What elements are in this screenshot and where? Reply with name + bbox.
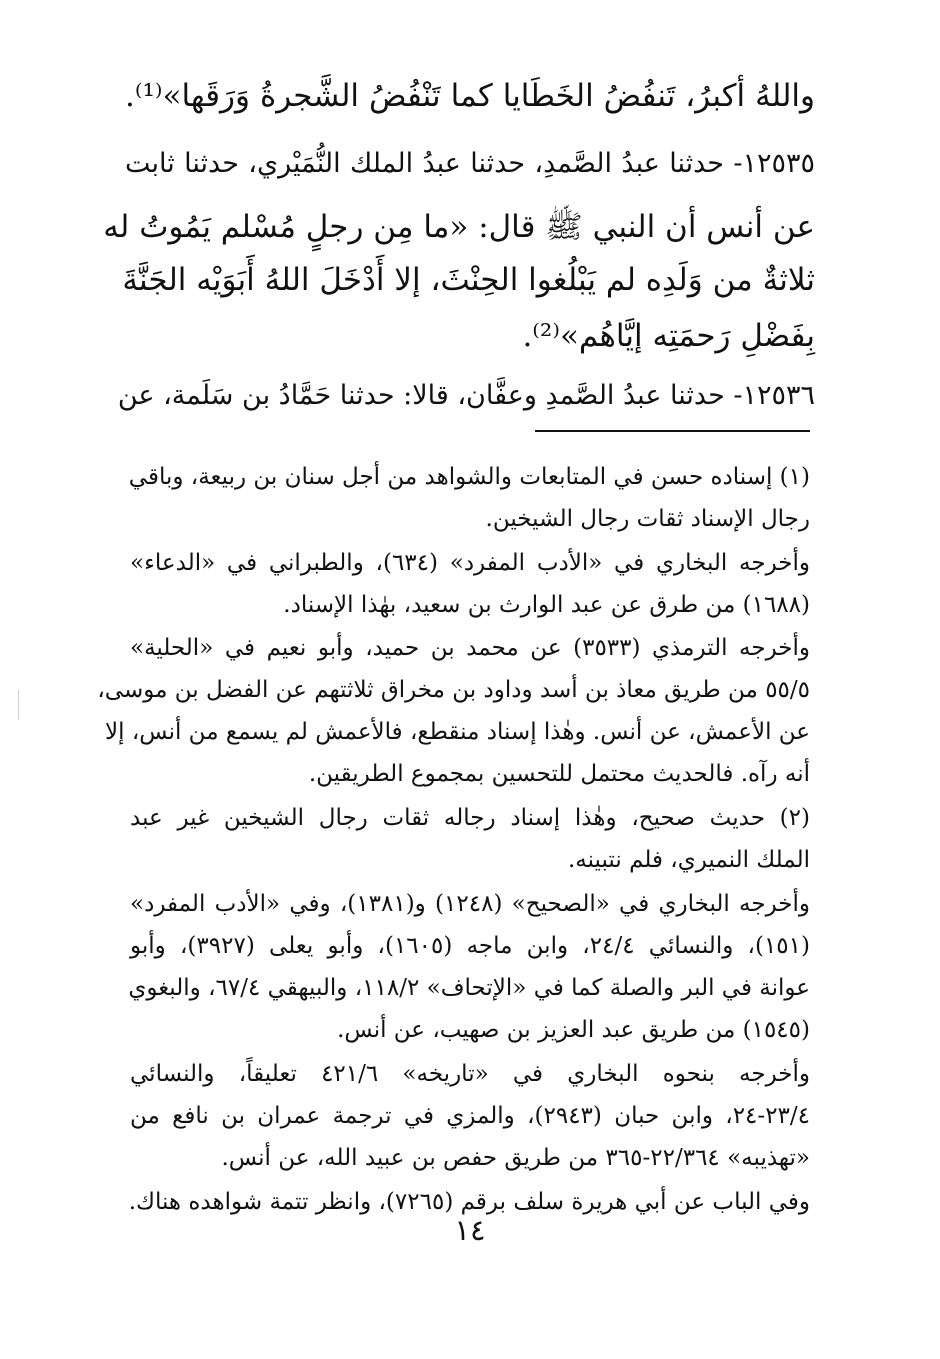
footnote-line: (١) إسناده حسن في المتابعات والشواهد من أجل سنان بن ربيعة، وباقي <box>128 464 810 490</box>
main-text-line: عن أنس أن النبي ﷺ قال: «ما مِن رجلٍ مُسْلم يَمُوتُ له <box>103 209 815 245</box>
footnote-line: (١٦٨٨) من طرق عن عبد الوارث بن سعيد، بهٰذا الإسناد. <box>283 592 810 618</box>
main-text-line: بِفَضْلِ رَحمَتِه إيَّاهُم»⁽²⁾. <box>522 318 815 354</box>
footnote-line: وأخرجه البخاري في «الأدب المفرد» (٦٣٤)، والطبراني في «الدعاء» <box>130 550 810 576</box>
footnote-line: عوانة في البر والصلة كما في «الإتحاف» ١١٨/٢، والبيهقي ٦٧/٤، والبغوي <box>128 975 810 1001</box>
footnote-line: (١٥١)، والنسائي ٢٤/٤، وابن ماجه (١٦٠٥)، وأبو يعلى (٣٩٢٧)، وأبو <box>130 933 810 959</box>
footnote-line: (١٥٤٥) من طريق عبد العزيز بن صهيب، عن أنس. <box>337 1017 810 1043</box>
footnote-line: «تهذيبه» ٢٢/٣٦٤-٣٦٥ من طريق حفص بن عبيد الله، عن أنس. <box>221 1145 810 1171</box>
footnote-line: وأخرجه بنحوه البخاري في «تاريخه» ٤٢١/٦ تعليقاً، والنسائي <box>130 1061 810 1087</box>
scan-margin-mark <box>18 690 19 720</box>
page-number: ١٤ <box>454 1213 486 1247</box>
footnote-line: ٢٣/٤-٢٤، وابن حبان (٢٩٤٣)، والمزي في ترجمة عمران بن نافع من <box>130 1103 811 1129</box>
footnote-line: عن الأعمش، عن أنس. وهٰذا إسناد منقطع، فالأعمش لم يسمع من أنس، إلا <box>105 719 810 745</box>
hadith-number-line: ١٢٥٣٥- حدثنا عبدُ الصَّمدِ، حدثنا عبدُ الملك النُّمَيْري، حدثنا ثابت <box>125 148 815 179</box>
footnote-line: وأخرجه البخاري في «الصحيح» (١٢٤٨) و(١٣٨١)، وفي «الأدب المفرد» <box>130 891 810 917</box>
footnote-line: وأخرجه الترمذي (٣٥٣٣) عن محمد بن حميد، وأبو نعيم في «الحلية» <box>130 635 810 661</box>
footnote-line: ٥٥/٥ من طريق معاذ بن أسد وداود بن مخراق ثلاثتهم عن الفضل بن موسى، <box>97 677 810 703</box>
main-text-line: واللهُ أكبرُ، تَنفُضُ الخَطَايا كما تَنْفُضُ الشَّجرةُ وَرَقَها»⁽¹⁾. <box>125 78 815 114</box>
footnote-line: أنه رآه. فالحديث محتمل للتحسين بمجموع الطريقين. <box>308 761 810 787</box>
footnote-line: وفي الباب عن أبي هريرة سلف برقم (٧٢٦٥)، وانظر تتمة شواهده هناك. <box>128 1189 810 1215</box>
footnote-line: رجال الإسناد ثقات رجال الشيخين. <box>485 506 810 532</box>
footnote-line: (٢) حديث صحيح، وهٰذا إسناد رجاله ثقات رجال الشيخين غير عبد <box>130 805 810 831</box>
hadith-number-line: ١٢٥٣٦- حدثنا عبدُ الصَّمدِ وعفَّان، قالا: حدثنا حَمَّادُ بن سَلَمة، عن <box>117 380 815 411</box>
main-text-line: ثلاثةٌ من وَلَدِه لم يَبْلُغوا الحِنْثَ، إلا أَدْخَلَ اللهُ أَبَوَيْه الجَنَّةَ <box>122 262 815 298</box>
footnote-line: الملك النميري، فلم نتبينه. <box>567 847 810 873</box>
footnote-separator <box>535 430 810 432</box>
